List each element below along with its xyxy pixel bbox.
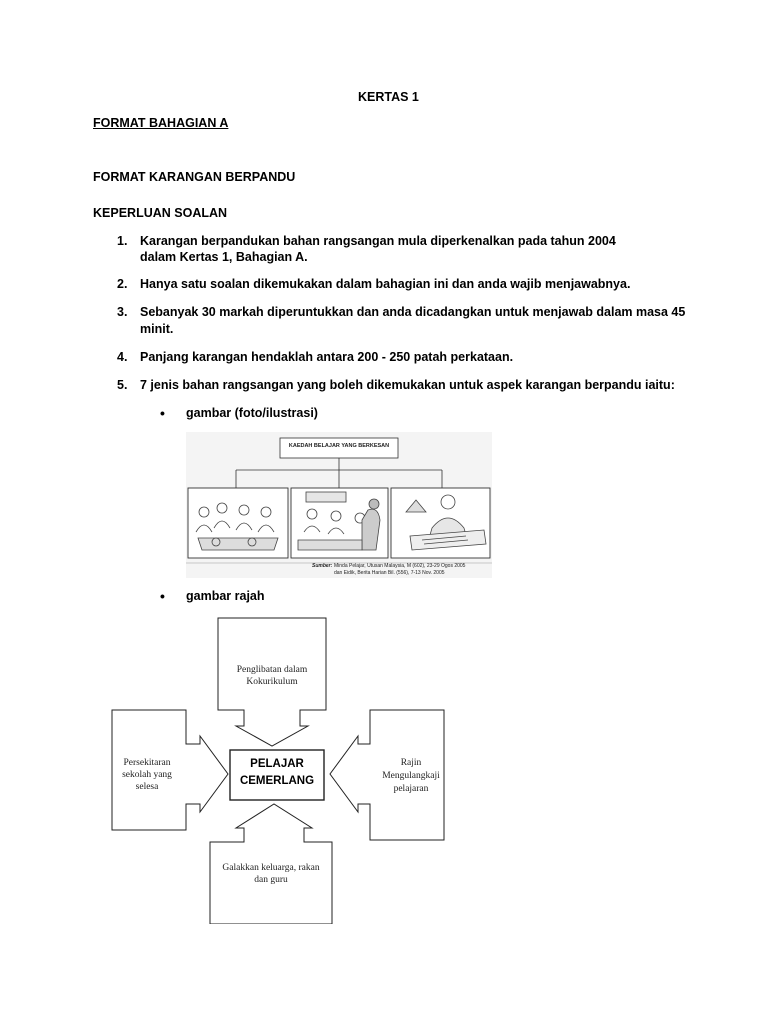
center-label-line2: CEMERLANG (239, 775, 315, 787)
right-box-line3: pelajaran (393, 784, 429, 794)
figure-source-line2: dan Eidik, Berita Harian Bil. (556), 7-13 Nov. 2005 (334, 570, 445, 576)
list-item-number: 4. (117, 350, 128, 364)
heading-keperluan-soalan: KEPERLUAN SOALAN (93, 206, 228, 220)
bullet-icon: • (160, 588, 165, 604)
left-box-line3: selesa (135, 782, 159, 792)
top-box-line1: Penglibatan dalam (236, 665, 308, 675)
figure-header-label: KAEDAH BELAJAR YANG BERKESAN (288, 443, 390, 449)
heading-format-bahagian-a: FORMAT BAHAGIAN A (93, 116, 229, 130)
figure-source-label: Sumber: (312, 563, 333, 569)
list-item-text: 7 jenis bahan rangsangan yang boleh dikemukakan untuk aspek karangan berpandu iaitu: (140, 378, 675, 392)
list-item-number: 5. (117, 378, 128, 392)
bullet-text-gambar-foto: gambar (foto/ilustrasi) (186, 406, 318, 420)
bullet-text-gambar-rajah: gambar rajah (186, 589, 265, 603)
list-item-text-cont: dalam Kertas 1, Bahagian A. (140, 250, 308, 264)
figure-kaedah-belajar (186, 432, 492, 578)
list-item-number: 3. (117, 305, 128, 319)
diagram-pelajar-cemerlang (108, 614, 448, 924)
heading-format-karangan: FORMAT KARANGAN BERPANDU (93, 170, 296, 184)
list-item-text-cont: minit. (140, 322, 174, 336)
list-item-text: Hanya satu soalan dikemukakan dalam bahagian ini dan anda wajib menjawabnya. (140, 277, 631, 291)
page-title: KERTAS 1 (358, 90, 419, 104)
left-box-line2: sekolah yang (122, 770, 172, 780)
list-item-number: 1. (117, 234, 128, 248)
right-box-line2: Mengulangkaji (382, 771, 440, 781)
right-box-line1: Rajin (400, 758, 422, 768)
list-item-text: Sebanyak 30 markah diperuntukkan dan anda dicadangkan untuk menjawab dalam masa 45 (140, 305, 686, 319)
top-box-line2: Kokurikulum (246, 677, 298, 687)
bottom-box-line2: dan guru (254, 875, 288, 885)
figure-source-line1: Minda Pelajar, Utusan Malaysia, M (602), 23-29 Ogos 2005 (334, 563, 466, 569)
list-item-text: Panjang karangan hendaklah antara 200 - 250 patah perkataan. (140, 350, 514, 364)
left-box-line1: Persekitaran (123, 758, 171, 768)
bullet-icon: • (160, 405, 165, 421)
list-item-number: 2. (117, 277, 128, 291)
bottom-box-line1: Galakkan keluarga, rakan (222, 863, 320, 873)
illustration-image (186, 432, 492, 578)
list-item-text: Karangan berpandukan bahan rangsangan mula diperkenalkan pada tahun 2004 (140, 234, 616, 248)
center-label-line1: PELAJAR (250, 758, 304, 770)
